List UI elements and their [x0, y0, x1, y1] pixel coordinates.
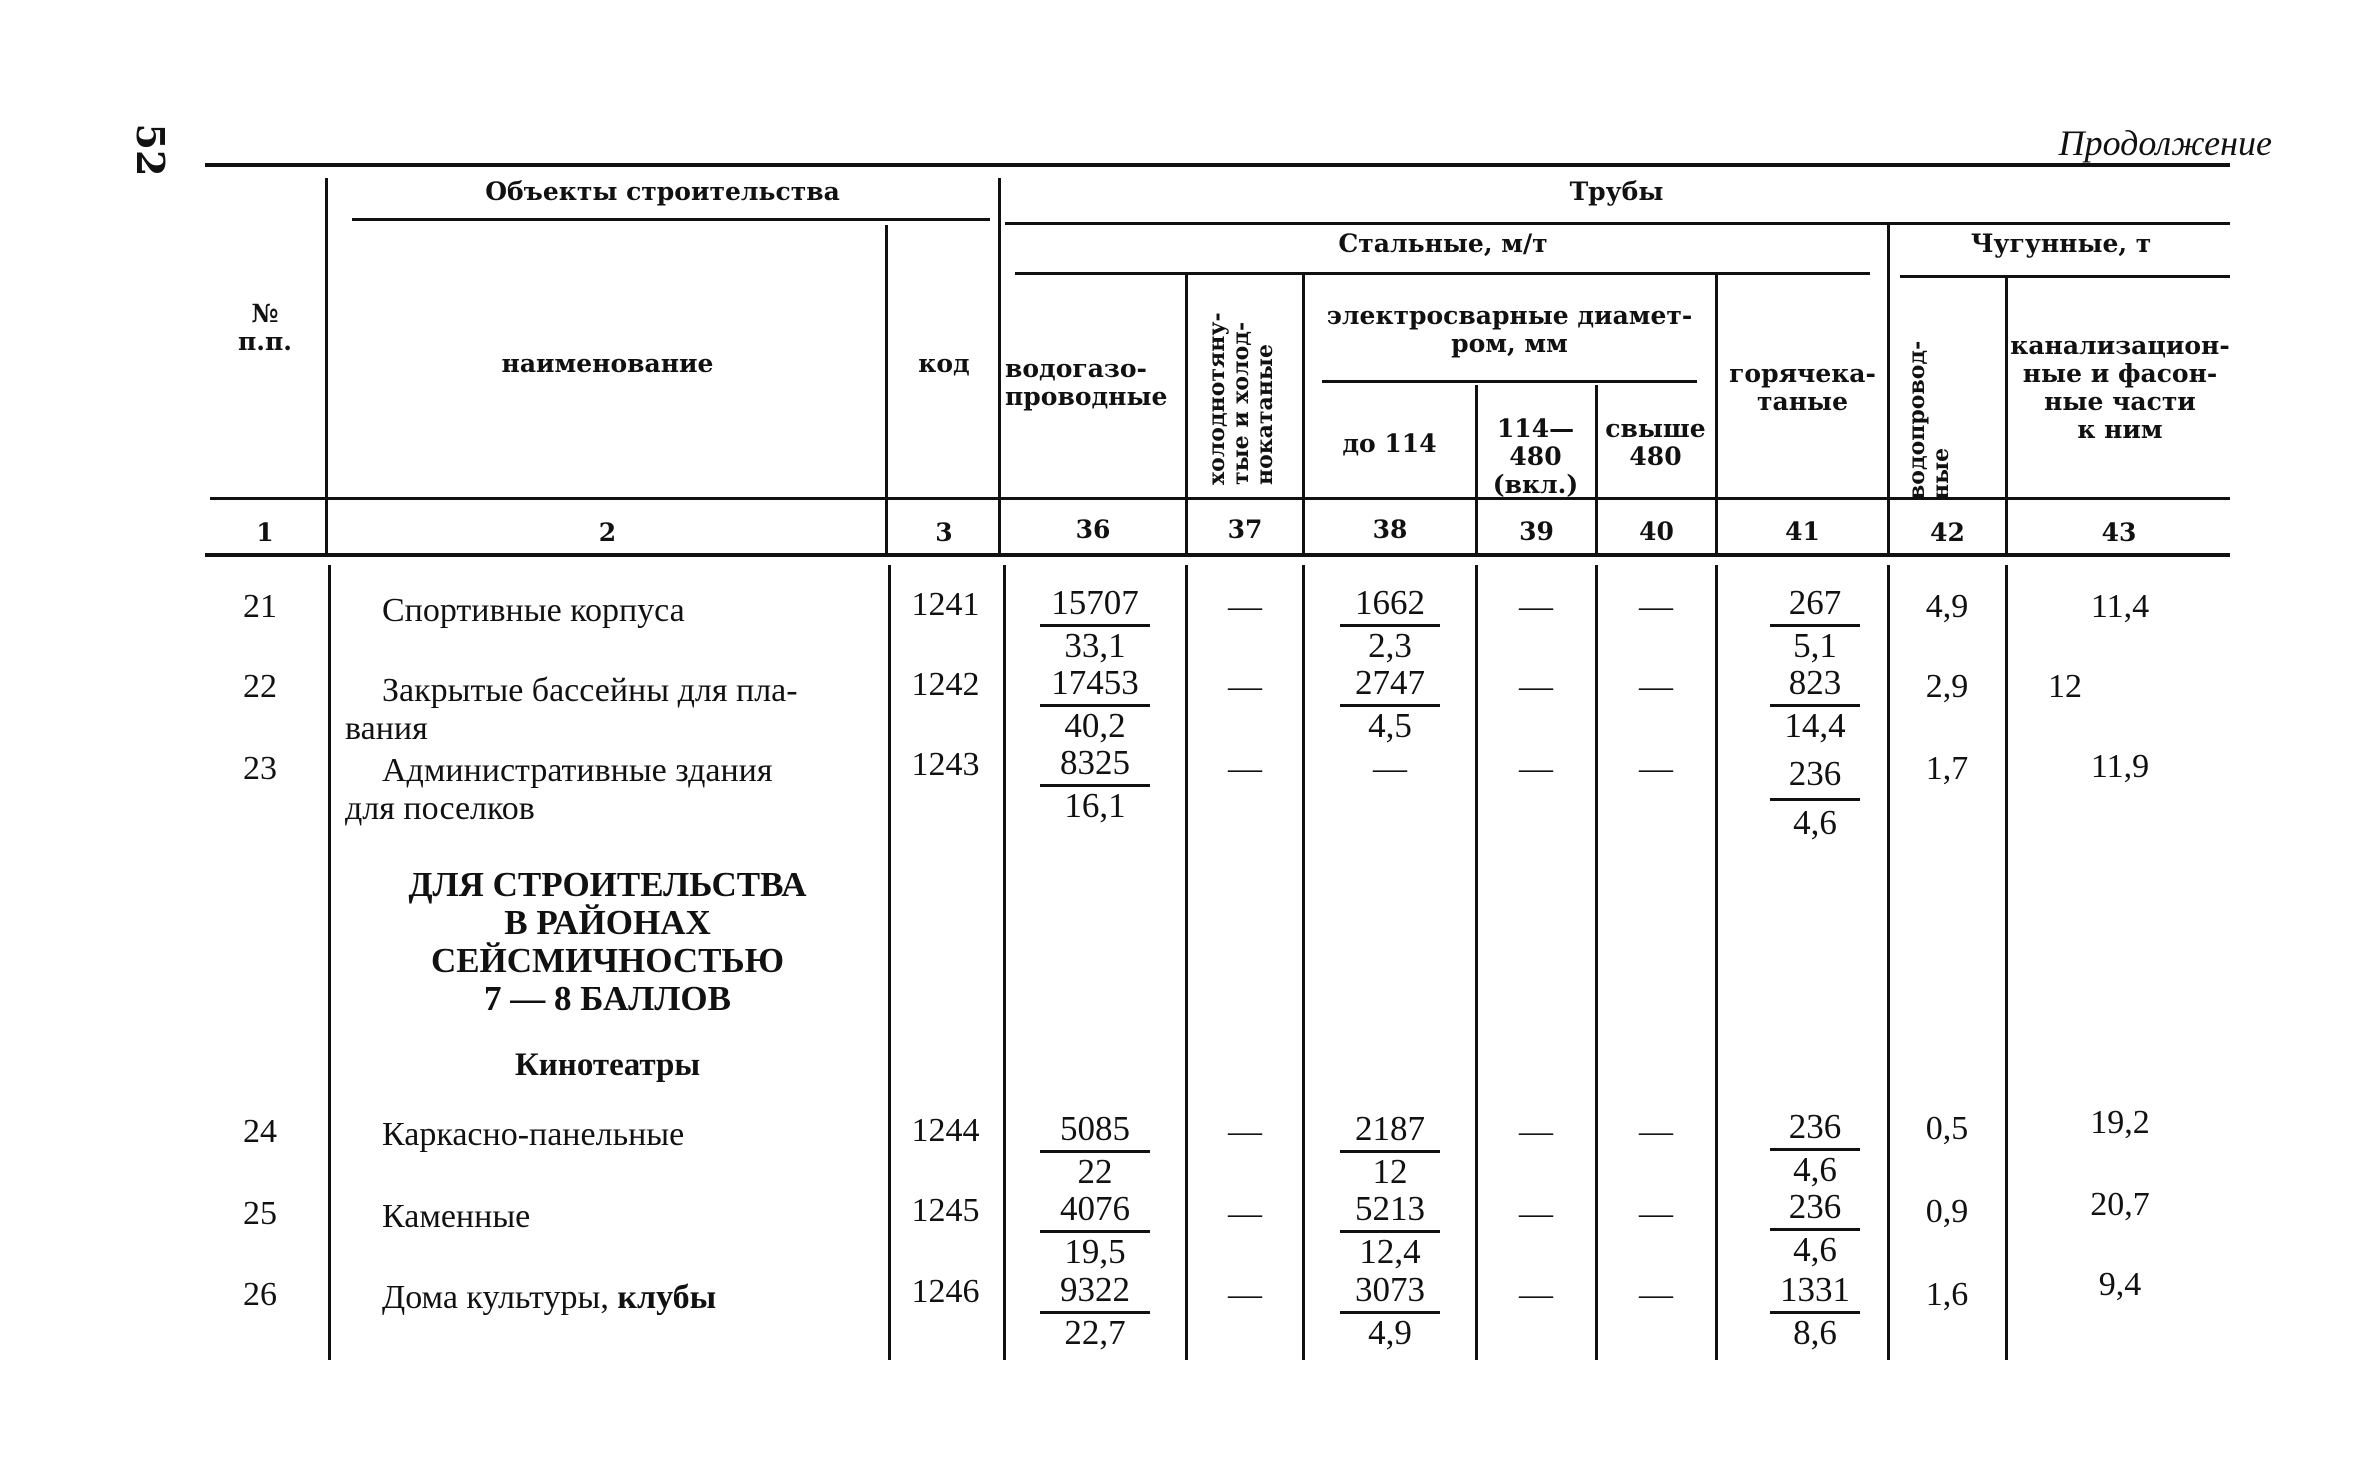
row-24-c36-bot: 22	[1077, 1152, 1113, 1191]
row-21-c39: —	[1519, 588, 1553, 625]
vrule-3	[998, 178, 1001, 553]
row-26-name	[382, 1279, 882, 1317]
row-21-c42: 4,9	[1925, 588, 1969, 625]
subsection-heading: Кинотеатры	[514, 1047, 701, 1083]
row-24-c42: 0,5	[1925, 1110, 1969, 1147]
row-23-c36	[1040, 744, 1150, 825]
row-21-c41	[1770, 584, 1860, 665]
rule-steel	[1015, 272, 1870, 275]
row-26-no: 26	[243, 1276, 277, 1313]
header-114-480: 114—480 (вкл.)	[1492, 414, 1579, 499]
row-24-c41	[1770, 1108, 1860, 1189]
colnum-39: 39	[1519, 517, 1554, 546]
header-sewer: канализацион- ные и фасон- ные части к ним	[2010, 331, 2230, 444]
row-22-code: 1242	[911, 666, 980, 703]
row-25-c38-top: 5213	[1340, 1190, 1440, 1233]
rule-objects	[352, 218, 990, 221]
header-bottom-rule	[205, 553, 2230, 557]
row-23-c37: —	[1228, 750, 1262, 787]
vrule-2	[885, 225, 888, 553]
row-21-c41-top: 267	[1770, 584, 1860, 627]
row-26-c36-top: 9322	[1040, 1271, 1150, 1314]
row-25-c42: 0,9	[1925, 1193, 1969, 1230]
row-21-name: Спортивные корпуса	[382, 592, 685, 629]
rule-pipes	[1005, 222, 2230, 225]
section-heading: ДЛЯ СТРОИТЕЛЬСТВА В РАЙОНАХ СЕЙСМИЧНОСТЬЮ 7 — 8 БАЛЛОВ	[408, 865, 807, 1018]
rule-cast	[1900, 275, 2230, 278]
row-22-c41-bot: 14,4	[1784, 706, 1846, 745]
row-22-c38	[1340, 664, 1440, 745]
body-vrule-6	[1475, 565, 1478, 1360]
row-23-c36-top: 8325	[1040, 744, 1150, 787]
row-25-c36-bot: 19,5	[1064, 1232, 1126, 1271]
body-vrule-3	[1003, 565, 1006, 1360]
colnum-41: 41	[1785, 517, 1820, 546]
row-23-name: Административные здания для поселков	[345, 752, 773, 827]
row-22-c36	[1040, 664, 1150, 745]
row-21-c38-bot: 2,3	[1368, 626, 1412, 665]
row-26-c36	[1040, 1271, 1150, 1352]
row-26-c43: 9,4	[2098, 1266, 2142, 1303]
header-over-480: свыше 480	[1605, 414, 1706, 471]
row-22-c42: 2,9	[1925, 668, 1969, 705]
row-21-c41-bot: 5,1	[1793, 626, 1837, 665]
row-22-no: 22	[243, 668, 277, 705]
row-21-no: 21	[243, 588, 277, 625]
row-22-c40: —	[1639, 668, 1673, 705]
row-26-code: 1246	[911, 1273, 980, 1310]
row-23-c43: 11,9	[2090, 748, 2150, 785]
header-objects: Объекты строительства	[485, 177, 840, 206]
row-24-c36	[1040, 1110, 1150, 1191]
row-26-c42: 1,6	[1925, 1276, 1969, 1313]
header-steel: Стальные, м/т	[1338, 229, 1548, 258]
row-25-no: 25	[243, 1195, 277, 1232]
row-23-c36-bot: 16,1	[1064, 786, 1126, 825]
row-26-c39: —	[1519, 1276, 1553, 1313]
row-25-c36	[1040, 1190, 1150, 1271]
row-26-c38	[1340, 1271, 1440, 1352]
row-22-c38-top: 2747	[1340, 664, 1440, 707]
colnum-3: 3	[935, 518, 953, 547]
row-26-c40: —	[1639, 1276, 1673, 1313]
row-24-c37: —	[1228, 1113, 1262, 1150]
body-vrule-9	[1887, 565, 1890, 1360]
vrule-5	[1302, 275, 1305, 553]
row-26-c36-bot: 22,7	[1064, 1313, 1126, 1352]
row-22-c39: —	[1519, 668, 1553, 705]
row-25-c37: —	[1228, 1195, 1262, 1232]
header-water-gas: водогазо- проводные	[1005, 354, 1168, 411]
row-25-c41-bot: 4,6	[1793, 1230, 1837, 1269]
top-rule	[205, 163, 2230, 167]
row-21-c36	[1040, 584, 1150, 665]
header-num: № п.п.	[237, 299, 292, 356]
row-23-c42: 1,7	[1925, 750, 1969, 787]
vrule-8	[1715, 275, 1718, 553]
row-26-c41-bot: 8,6	[1793, 1313, 1837, 1352]
header-up-to-114: до 114	[1342, 429, 1437, 458]
row-26-name-bold: клубы	[617, 1279, 717, 1316]
row-25-c38	[1340, 1190, 1440, 1271]
header-electro: электросварные диамет- ром, мм	[1326, 301, 1693, 358]
row-24-c39: —	[1519, 1113, 1553, 1150]
row-26-c41-top: 1331	[1770, 1271, 1860, 1314]
header-code: код	[918, 349, 970, 378]
row-22-c36-bot: 40,2	[1064, 706, 1126, 745]
row-25-c43: 20,7	[2090, 1186, 2150, 1223]
row-25-name: Каменные	[382, 1198, 531, 1235]
row-24-c41-bot: 4,6	[1793, 1150, 1837, 1189]
colnum-43: 43	[2101, 518, 2137, 547]
colnum-40: 40	[1639, 517, 1674, 546]
row-25-c41	[1770, 1188, 1860, 1269]
row-25-code: 1245	[911, 1192, 980, 1229]
row-21-c37: —	[1228, 588, 1262, 625]
colnum-37: 37	[1227, 515, 1263, 544]
row-24-c36-top: 5085	[1040, 1110, 1150, 1153]
colnum-2: 2	[598, 518, 617, 547]
row-24-c41-top: 236	[1770, 1108, 1860, 1151]
row-22-name: Закрытые бассейны для пла- вания	[345, 672, 798, 747]
row-21-c40: —	[1639, 588, 1673, 625]
header-name: наименование	[501, 349, 714, 378]
row-26-c41	[1770, 1271, 1860, 1352]
row-25-c38-bot: 12,4	[1359, 1232, 1421, 1271]
colnum-36: 36	[1075, 515, 1111, 544]
row-24-code: 1244	[911, 1112, 980, 1149]
row-23-c40: —	[1639, 750, 1673, 787]
row-25-c39: —	[1519, 1195, 1553, 1232]
vrule-1	[325, 178, 328, 553]
row-23-c41	[1770, 752, 1860, 845]
row-21-code: 1241	[911, 586, 980, 623]
header-hot-rolled: горячека- таные	[1729, 359, 1876, 416]
body-vrule-8	[1715, 565, 1718, 1360]
row-24-c38-bot: 12	[1372, 1152, 1408, 1191]
body-vrule-7	[1595, 565, 1598, 1360]
row-26-c38-top: 3073	[1340, 1271, 1440, 1314]
header-cold-rolled: холоднотяну- тые и холод- нокатаные	[1204, 312, 1278, 485]
row-22-c38-bot: 4,5	[1368, 706, 1412, 745]
row-22-c36-top: 17453	[1040, 664, 1150, 707]
row-23-c39: —	[1519, 750, 1553, 787]
row-21-c36-top: 15707	[1040, 584, 1150, 627]
row-23-c38: —	[1373, 750, 1407, 787]
vrule-9	[1887, 225, 1890, 553]
row-23-no: 23	[243, 750, 277, 787]
row-25-c41-top: 236	[1770, 1188, 1860, 1231]
row-21-c43: 11,4	[2090, 588, 2150, 625]
row-23-c41-bot: 4,6	[1793, 803, 1837, 842]
row-21-c36-bot: 33,1	[1064, 626, 1126, 665]
header-pipes: Трубы	[1569, 177, 1664, 206]
colnum-1: 1	[256, 518, 274, 547]
row-22-c43: 12	[2048, 668, 2082, 705]
header-cast: Чугунные, т	[1970, 229, 2152, 258]
header-water-supply: водопровод- ные	[1904, 340, 1954, 500]
row-22-c37: —	[1228, 668, 1262, 705]
row-24-c38	[1340, 1110, 1440, 1191]
row-21-c38	[1340, 584, 1440, 665]
row-23-c41-top: 236	[1770, 752, 1860, 801]
body-vrule-5	[1302, 565, 1305, 1360]
row-22-c41	[1770, 664, 1860, 745]
row-25-c36-top: 4076	[1040, 1190, 1150, 1233]
row-26-c37: —	[1228, 1276, 1262, 1313]
row-25-c40: —	[1639, 1195, 1673, 1232]
colnum-42: 42	[1930, 518, 1965, 547]
vrule-4	[1185, 275, 1188, 553]
colnum-38: 38	[1372, 515, 1408, 544]
page-number: 52	[128, 123, 173, 177]
row-24-name: Каркасно-панельные	[382, 1116, 685, 1153]
rule-electro	[1322, 380, 1697, 383]
body-vrule-4	[1185, 565, 1188, 1360]
row-24-c38-top: 2187	[1340, 1110, 1440, 1153]
row-23-code: 1243	[911, 746, 980, 783]
continuation-label: Продолжение	[2058, 123, 2272, 163]
row-26-name-plain: Дома культуры,	[382, 1279, 618, 1316]
row-26-c38-bot: 4,9	[1368, 1313, 1412, 1352]
row-24-c40: —	[1639, 1113, 1673, 1150]
vrule-10	[2005, 275, 2008, 553]
body-vrule-1	[328, 565, 331, 1360]
row-24-no: 24	[243, 1113, 277, 1150]
row-22-c41-top: 823	[1770, 664, 1860, 707]
body-vrule-2	[888, 565, 891, 1360]
row-21-c38-top: 1662	[1340, 584, 1440, 627]
row-24-c43: 19,2	[2090, 1104, 2150, 1141]
